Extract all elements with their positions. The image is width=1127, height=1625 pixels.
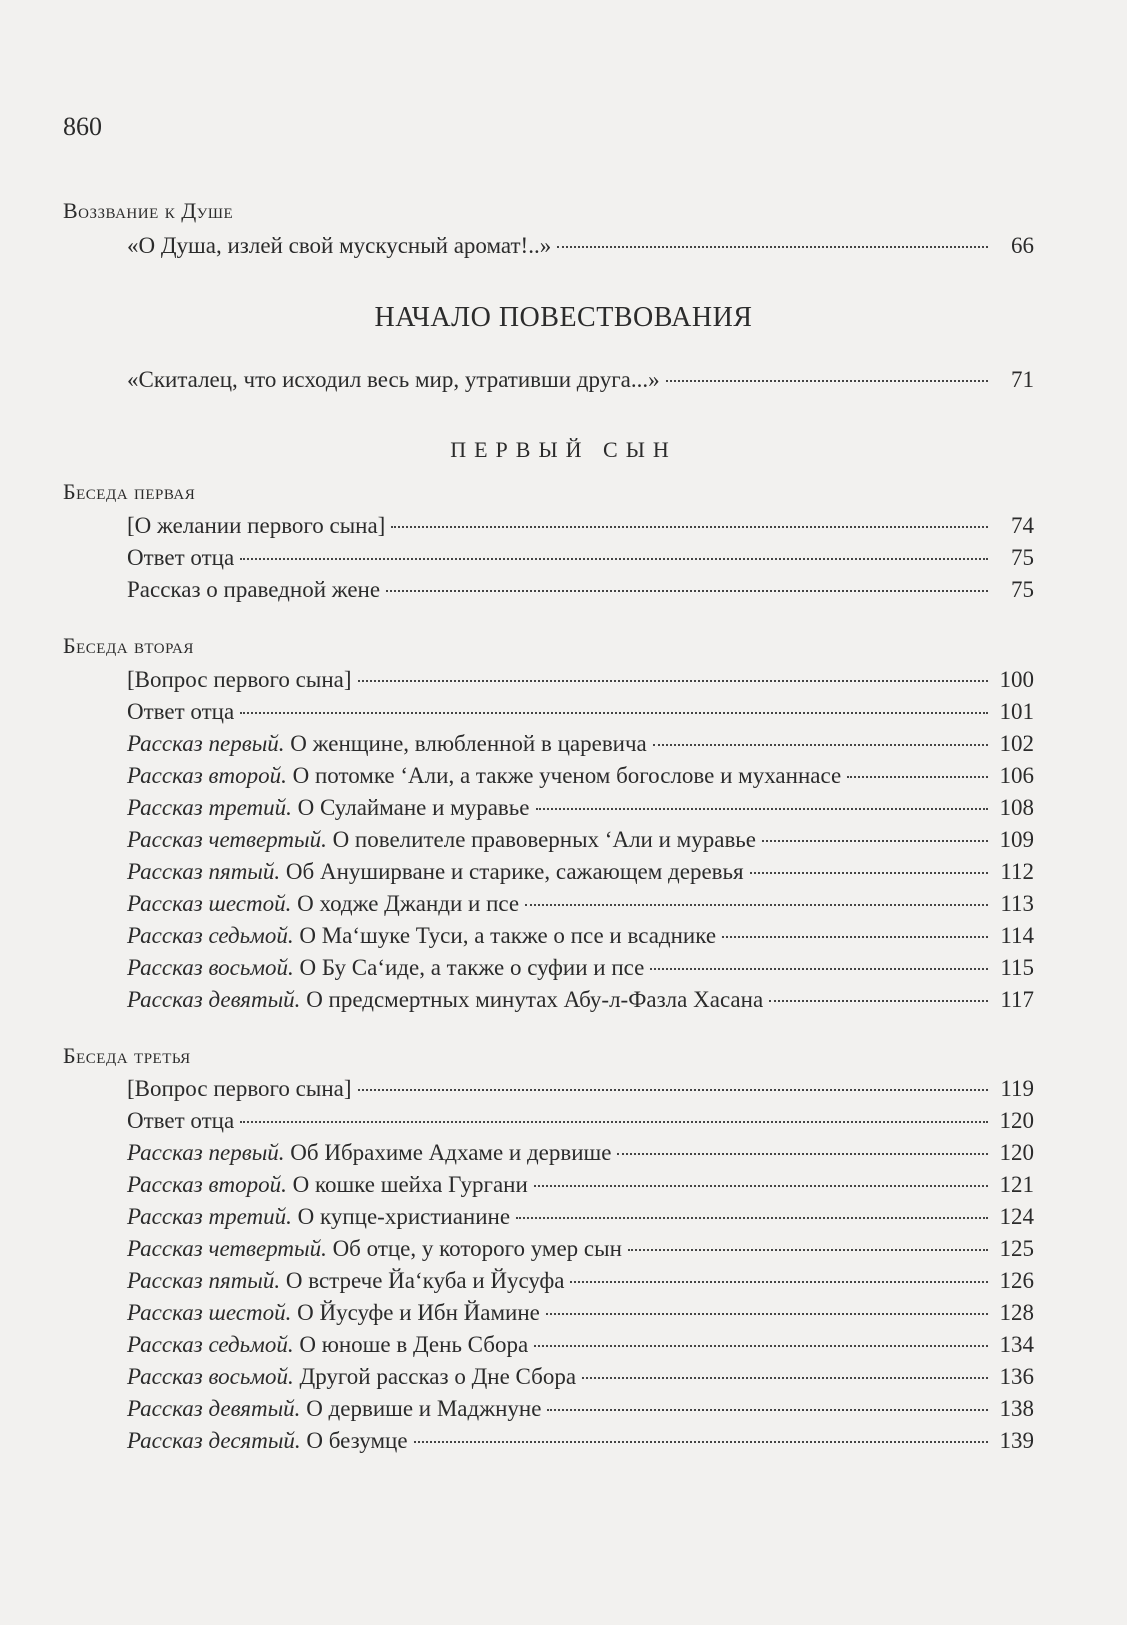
story-label: Рассказ второй.	[127, 1172, 287, 1197]
toc-leader-dots	[386, 590, 988, 592]
toc-page-number: 113	[1000, 891, 1034, 916]
toc-page-number: 126	[999, 1268, 1034, 1293]
toc-leader-dots	[240, 558, 988, 560]
toc-row[interactable]	[127, 1395, 1034, 1423]
toc-page-number: 124	[999, 1204, 1034, 1229]
toc-page-number: 119	[1000, 1076, 1034, 1101]
story-title: О повелителе правоверных ‘Али и муравье	[326, 827, 756, 852]
toc-row-text	[127, 1331, 528, 1359]
toc-page-number: 139	[999, 1428, 1034, 1453]
toc-row[interactable]	[127, 576, 1034, 604]
toc-row[interactable]	[127, 858, 1034, 886]
story-title: Ответ отца	[127, 545, 235, 570]
story-label: Рассказ девятый.	[127, 987, 301, 1012]
talk1-heading: Беседа первая	[63, 479, 196, 504]
toc-leader-dots	[769, 1000, 988, 1002]
toc-page-number: 128	[999, 1300, 1034, 1325]
toc-leader-dots	[722, 936, 988, 938]
toc-leader-dots	[557, 246, 988, 248]
toc-page-number: 120	[999, 1140, 1034, 1165]
story-label: Рассказ четвертый.	[127, 827, 327, 852]
toc-row-text	[127, 762, 841, 790]
toc-page-number: 134	[999, 1332, 1034, 1357]
toc-leader-dots	[628, 1249, 988, 1251]
toc-row-text	[127, 1299, 540, 1327]
toc-leader-dots	[391, 526, 988, 528]
toc-row[interactable]	[127, 1107, 1034, 1135]
toc-row-text	[127, 512, 385, 540]
story-title: О дервише и Маджнуне	[300, 1396, 542, 1421]
toc-row[interactable]	[127, 698, 1034, 726]
toc-row-text	[127, 890, 519, 918]
toc-row-text	[127, 730, 647, 758]
story-label: Рассказ восьмой.	[127, 1364, 294, 1389]
toc-row[interactable]	[127, 544, 1034, 572]
toc-leader-dots	[750, 872, 988, 874]
toc-row-text	[127, 1267, 564, 1295]
toc-page-number: 136	[999, 1364, 1034, 1389]
toc-leader-dots	[240, 1121, 988, 1123]
toc-row-text	[127, 1107, 234, 1135]
toc-row-text	[127, 1203, 510, 1231]
story-label: Рассказ восьмой.	[127, 955, 294, 980]
part-heading: ПЕРВЫЙ СЫН	[450, 437, 677, 462]
toc-row-text	[127, 826, 756, 854]
story-title: О встрече Йа‘куба и Йусуфа	[280, 1268, 565, 1293]
toc-page-number: 108	[999, 795, 1034, 820]
toc-leader-dots	[650, 968, 988, 970]
story-label: Рассказ первый.	[127, 1140, 285, 1165]
toc-leader-dots	[240, 712, 988, 714]
story-label: Рассказ пятый.	[127, 859, 281, 884]
toc-row-text	[127, 1235, 622, 1263]
story-title: [О желании первого сына]	[127, 513, 386, 538]
toc-leader-dots	[847, 776, 988, 778]
toc-row[interactable]	[127, 1075, 1034, 1103]
story-title: О Бу Са‘иде, а также о суфии и псе	[293, 955, 645, 980]
toc-leader-dots	[358, 1089, 988, 1091]
toc-page-number: 121	[999, 1172, 1034, 1197]
toc-row[interactable]	[127, 512, 1034, 540]
toc-row[interactable]	[127, 666, 1034, 694]
toc-leader-dots	[582, 1377, 988, 1379]
toc-row-text	[127, 1171, 528, 1199]
story-title: О Сулаймане и муравье	[291, 795, 530, 820]
story-label: Рассказ шестой.	[127, 891, 292, 916]
toc-row-text	[127, 954, 644, 982]
page-number: 860	[63, 112, 102, 141]
toc-leader-dots	[547, 1409, 988, 1411]
toc-row-text: «Скиталец, что исходил весь мир, утративши друга...»	[127, 367, 660, 392]
toc-page-number: 75	[1011, 577, 1034, 602]
toc-row-text	[127, 794, 530, 822]
toc-row-text	[127, 1395, 541, 1423]
toc-leader-dots	[358, 680, 988, 682]
story-title: О кошке шейха Гургани	[286, 1172, 528, 1197]
story-label: Рассказ седьмой.	[127, 923, 294, 948]
toc-row[interactable]	[127, 1267, 1034, 1295]
toc-row[interactable]	[127, 826, 1034, 854]
toc-row[interactable]	[127, 1331, 1034, 1359]
toc-page-number: 75	[1011, 545, 1034, 570]
toc-leader-dots	[536, 808, 989, 810]
toc-leader-dots	[414, 1441, 988, 1443]
toc-row-text	[127, 858, 744, 886]
story-label: Рассказ десятый.	[127, 1428, 301, 1453]
story-label: Рассказ второй.	[127, 763, 287, 788]
toc-page-number: 74	[1011, 513, 1034, 538]
story-title: О Ма‘шуке Туси, а также о псе и всаднике	[293, 923, 717, 948]
talk2-heading: Беседа вторая	[63, 633, 194, 658]
narrative-heading: НАЧАЛО ПОВЕСТВОВАНИЯ	[374, 302, 753, 333]
toc-row[interactable]	[127, 1171, 1034, 1199]
toc-leader-dots	[653, 744, 988, 746]
toc-row[interactable]	[127, 1203, 1034, 1231]
toc-row-text	[127, 1363, 576, 1391]
story-label: Рассказ четвертый.	[127, 1236, 327, 1261]
story-label: Рассказ третий.	[127, 795, 292, 820]
toc-row-text	[127, 1139, 611, 1167]
toc-page-number: 112	[1000, 859, 1034, 884]
toc-row[interactable]	[127, 794, 1034, 822]
story-label: Рассказ третий.	[127, 1204, 292, 1229]
toc-row-text: «О Душа, излей свой мускусный аромат!..»	[127, 233, 552, 258]
toc-leader-dots	[617, 1153, 988, 1155]
toc-row-text	[127, 1427, 408, 1455]
story-title: Об Ануширване и старике, сажающем деревья	[280, 859, 744, 884]
story-title: О предсмертных минутах Абу-л-Фазла Хасана	[300, 987, 764, 1012]
story-title: Ответ отца	[127, 699, 235, 724]
toc-row[interactable]	[127, 730, 1034, 758]
toc-row[interactable]	[127, 1427, 1034, 1455]
invocation-heading: Воззвание к Душе	[63, 198, 234, 223]
story-label: Рассказ шестой.	[127, 1300, 292, 1325]
toc-row-text	[127, 576, 380, 604]
toc-page-number: 71	[1011, 367, 1034, 392]
toc-page-number: 115	[1000, 955, 1034, 980]
story-title: О купце-христианине	[291, 1204, 511, 1229]
story-title: Другой рассказ о Дне Сбора	[293, 1364, 577, 1389]
story-label: Рассказ первый.	[127, 731, 285, 756]
toc-leader-dots	[516, 1217, 988, 1219]
story-title: О Йусуфе и Ибн Йамине	[291, 1300, 540, 1325]
toc-leader-dots	[570, 1281, 988, 1283]
toc-page-number: 102	[999, 731, 1034, 756]
toc-leader-dots	[534, 1185, 988, 1187]
toc-page-number: 109	[999, 827, 1034, 852]
toc-row[interactable]	[127, 890, 1034, 918]
toc-page-number: 125	[999, 1236, 1034, 1261]
toc-row[interactable]	[127, 986, 1034, 1014]
talk3-heading: Беседа третья	[63, 1043, 191, 1068]
toc-leader-dots	[546, 1313, 988, 1315]
story-title: О женщине, влюбленной в царевича	[284, 731, 647, 756]
story-title: О ходже Джанди и псе	[291, 891, 520, 916]
toc-leader-dots	[534, 1345, 988, 1347]
toc-leader-dots	[666, 380, 988, 382]
story-title: Ответ отца	[127, 1108, 235, 1133]
toc-page-number: 101	[999, 699, 1034, 724]
toc-row[interactable]	[127, 1235, 1034, 1263]
story-title: О безумце	[300, 1428, 408, 1453]
story-title: [Вопрос первого сына]	[127, 1076, 352, 1101]
toc-row[interactable]	[127, 232, 1034, 260]
story-label: Рассказ седьмой.	[127, 1332, 294, 1357]
toc-row[interactable]	[127, 1299, 1034, 1327]
toc-row-text	[127, 544, 234, 572]
toc-page-number: 114	[1000, 923, 1034, 948]
story-title: [Вопрос первого сына]	[127, 667, 352, 692]
toc-row-text	[127, 986, 763, 1014]
toc-page-number: 100	[999, 667, 1034, 692]
toc-row[interactable]	[127, 1363, 1034, 1391]
toc-page-number: 120	[999, 1108, 1034, 1133]
story-label: Рассказ девятый.	[127, 1396, 301, 1421]
toc-row-text	[127, 666, 352, 694]
toc-row[interactable]	[127, 1139, 1034, 1167]
toc-row[interactable]	[127, 954, 1034, 982]
toc-row-text	[127, 698, 234, 726]
toc-row[interactable]	[127, 366, 1034, 394]
story-title: Об Ибрахиме Адхаме и дервише	[284, 1140, 612, 1165]
story-title: Об отце, у которого умер сын	[326, 1236, 622, 1261]
toc-leader-dots	[525, 904, 988, 906]
toc-page-number: 117	[1000, 987, 1034, 1012]
toc-page-number: 66	[1011, 233, 1034, 258]
toc-leader-dots	[762, 840, 988, 842]
story-label: Рассказ пятый.	[127, 1268, 281, 1293]
story-title: О потомке ‘Али, а также ученом богослове и муханнасе	[286, 763, 842, 788]
story-title: Рассказ о праведной жене	[127, 577, 381, 602]
toc-row-text	[127, 1075, 352, 1103]
toc-row-text	[127, 922, 716, 950]
toc-row[interactable]	[127, 762, 1034, 790]
toc-page-number: 138	[999, 1396, 1034, 1421]
toc-page-number: 106	[999, 763, 1034, 788]
toc-row[interactable]	[127, 922, 1034, 950]
story-title: О юноше в День Сбора	[293, 1332, 529, 1357]
